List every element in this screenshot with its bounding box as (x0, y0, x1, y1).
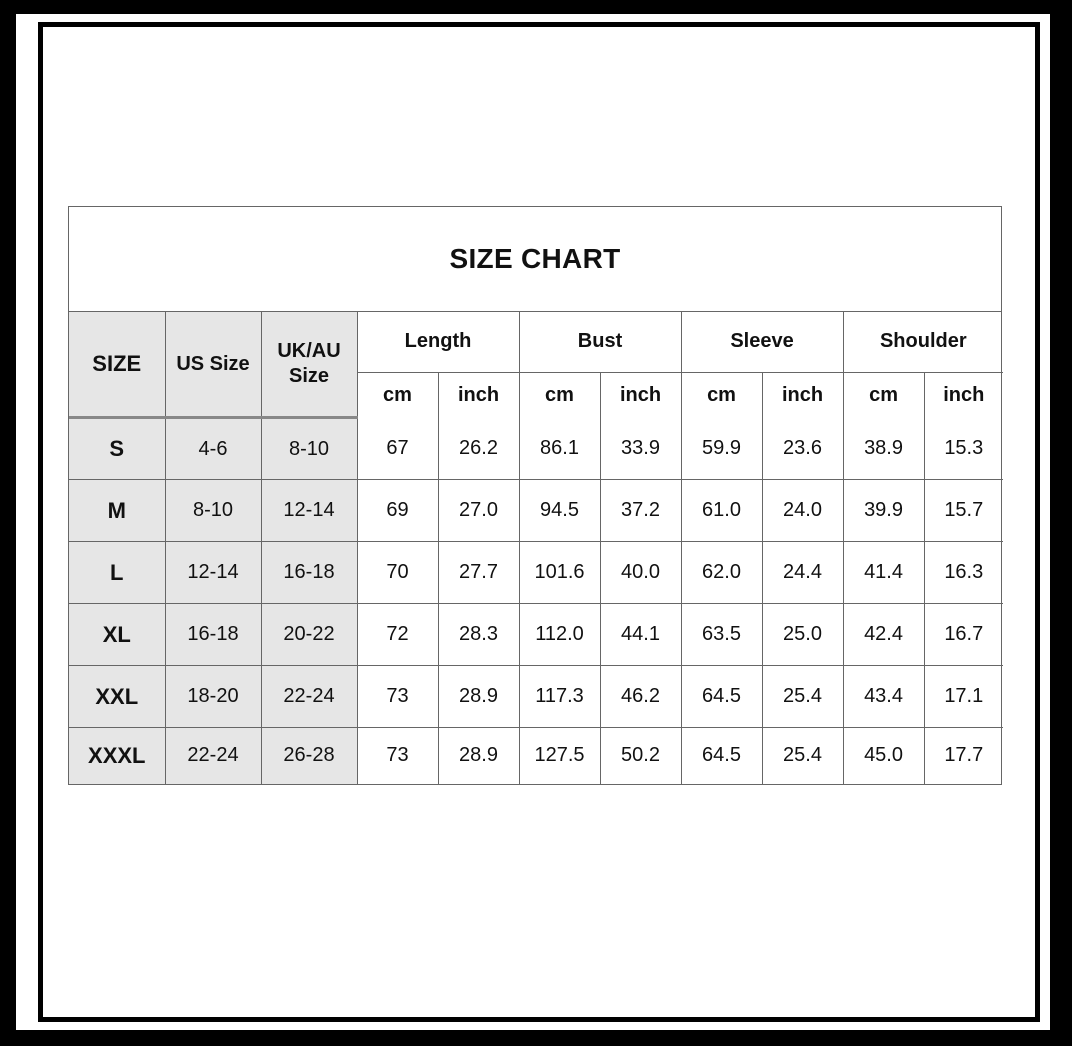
header-shoulder: Shoulder (843, 312, 1003, 372)
cell-us-size: 4-6 (165, 418, 261, 480)
header-uk-size-label: UK/AU Size (277, 340, 341, 387)
cell-shoulder-cm: 43.4 (843, 666, 924, 728)
cell-us-size: 8-10 (165, 480, 261, 542)
cell-shoulder-cm: 42.4 (843, 604, 924, 666)
unit-bust-cm: cm (519, 372, 600, 418)
cell-sleeve-cm: 63.5 (681, 604, 762, 666)
header-bust: Bust (519, 312, 681, 372)
cell-sleeve-inch: 24.0 (762, 480, 843, 542)
table-row (69, 666, 1003, 728)
cell-bust-cm: 127.5 (519, 728, 600, 784)
cell-sleeve-cm: 62.0 (681, 542, 762, 604)
cell-bust-cm: 86.1 (519, 418, 600, 480)
header-length: Length (357, 312, 519, 372)
cell-sleeve-cm: 64.5 (681, 728, 762, 784)
unit-sleeve-cm: cm (681, 372, 762, 418)
cell-us-size: 22-24 (165, 728, 261, 784)
cell-length-cm: 70 (357, 542, 438, 604)
cell-sleeve-inch: 25.4 (762, 666, 843, 728)
cell-length-cm: 67 (357, 418, 438, 480)
cell-uk-size: 20-22 (261, 604, 357, 666)
unit-bust-inch: inch (600, 372, 681, 418)
cell-length-cm: 69 (357, 480, 438, 542)
unit-length-inch: inch (438, 372, 519, 418)
cell-shoulder-inch: 15.7 (924, 480, 1003, 542)
table-row (69, 418, 1003, 480)
cell-shoulder-cm: 41.4 (843, 542, 924, 604)
table-row (69, 542, 1003, 604)
cell-shoulder-inch: 17.7 (924, 728, 1003, 784)
cell-shoulder-cm: 39.9 (843, 480, 924, 542)
cell-sleeve-inch: 23.6 (762, 418, 843, 480)
cell-size: XXXL (69, 728, 165, 784)
cell-length-inch: 27.7 (438, 542, 519, 604)
cell-uk-size: 8-10 (261, 418, 357, 480)
table-row (69, 604, 1003, 666)
cell-uk-size: 22-24 (261, 666, 357, 728)
cell-sleeve-inch: 24.4 (762, 542, 843, 604)
cell-us-size: 18-20 (165, 666, 261, 728)
chart-title: SIZE CHART (69, 207, 1001, 312)
cell-shoulder-cm: 45.0 (843, 728, 924, 784)
cell-length-cm: 72 (357, 604, 438, 666)
cell-length-inch: 28.3 (438, 604, 519, 666)
cell-length-inch: 26.2 (438, 418, 519, 480)
cell-uk-size: 26-28 (261, 728, 357, 784)
cell-size: M (69, 480, 165, 542)
cell-bust-inch: 46.2 (600, 666, 681, 728)
cell-length-cm: 73 (357, 728, 438, 784)
cell-shoulder-inch: 17.1 (924, 666, 1003, 728)
cell-shoulder-cm: 38.9 (843, 418, 924, 480)
header-size: SIZE (69, 312, 165, 418)
cell-bust-inch: 50.2 (600, 728, 681, 784)
table-row (69, 728, 1003, 784)
cell-length-cm: 73 (357, 666, 438, 728)
cell-sleeve-cm: 59.9 (681, 418, 762, 480)
size-rows (69, 418, 1003, 784)
header-sleeve: Sleeve (681, 312, 843, 372)
header-uk-size (261, 312, 357, 418)
cell-size: S (69, 418, 165, 480)
cell-uk-size: 12-14 (261, 480, 357, 542)
cell-sleeve-cm: 61.0 (681, 480, 762, 542)
cell-size: XXL (69, 666, 165, 728)
cell-sleeve-inch: 25.0 (762, 604, 843, 666)
cell-bust-inch: 44.1 (600, 604, 681, 666)
cell-bust-cm: 94.5 (519, 480, 600, 542)
unit-sleeve-inch: inch (762, 372, 843, 418)
cell-bust-inch: 33.9 (600, 418, 681, 480)
cell-shoulder-inch: 16.7 (924, 604, 1003, 666)
size-table (69, 312, 1003, 784)
cell-bust-cm: 117.3 (519, 666, 600, 728)
cell-us-size: 12-14 (165, 542, 261, 604)
cell-sleeve-inch: 25.4 (762, 728, 843, 784)
cell-bust-inch: 37.2 (600, 480, 681, 542)
unit-shoulder-cm: cm (843, 372, 924, 418)
cell-size: XL (69, 604, 165, 666)
cell-bust-cm: 112.0 (519, 604, 600, 666)
cell-length-inch: 28.9 (438, 728, 519, 784)
cell-length-inch: 27.0 (438, 480, 519, 542)
cell-bust-inch: 40.0 (600, 542, 681, 604)
table-row (69, 480, 1003, 542)
header-us-size: US Size (165, 312, 261, 418)
cell-sleeve-cm: 64.5 (681, 666, 762, 728)
unit-length-cm: cm (357, 372, 438, 418)
unit-shoulder-inch: inch (924, 372, 1003, 418)
cell-shoulder-inch: 16.3 (924, 542, 1003, 604)
cell-us-size: 16-18 (165, 604, 261, 666)
cell-size: L (69, 542, 165, 604)
cell-bust-cm: 101.6 (519, 542, 600, 604)
size-chart (68, 206, 1002, 785)
cell-length-inch: 28.9 (438, 666, 519, 728)
cell-uk-size: 16-18 (261, 542, 357, 604)
cell-shoulder-inch: 15.3 (924, 418, 1003, 480)
